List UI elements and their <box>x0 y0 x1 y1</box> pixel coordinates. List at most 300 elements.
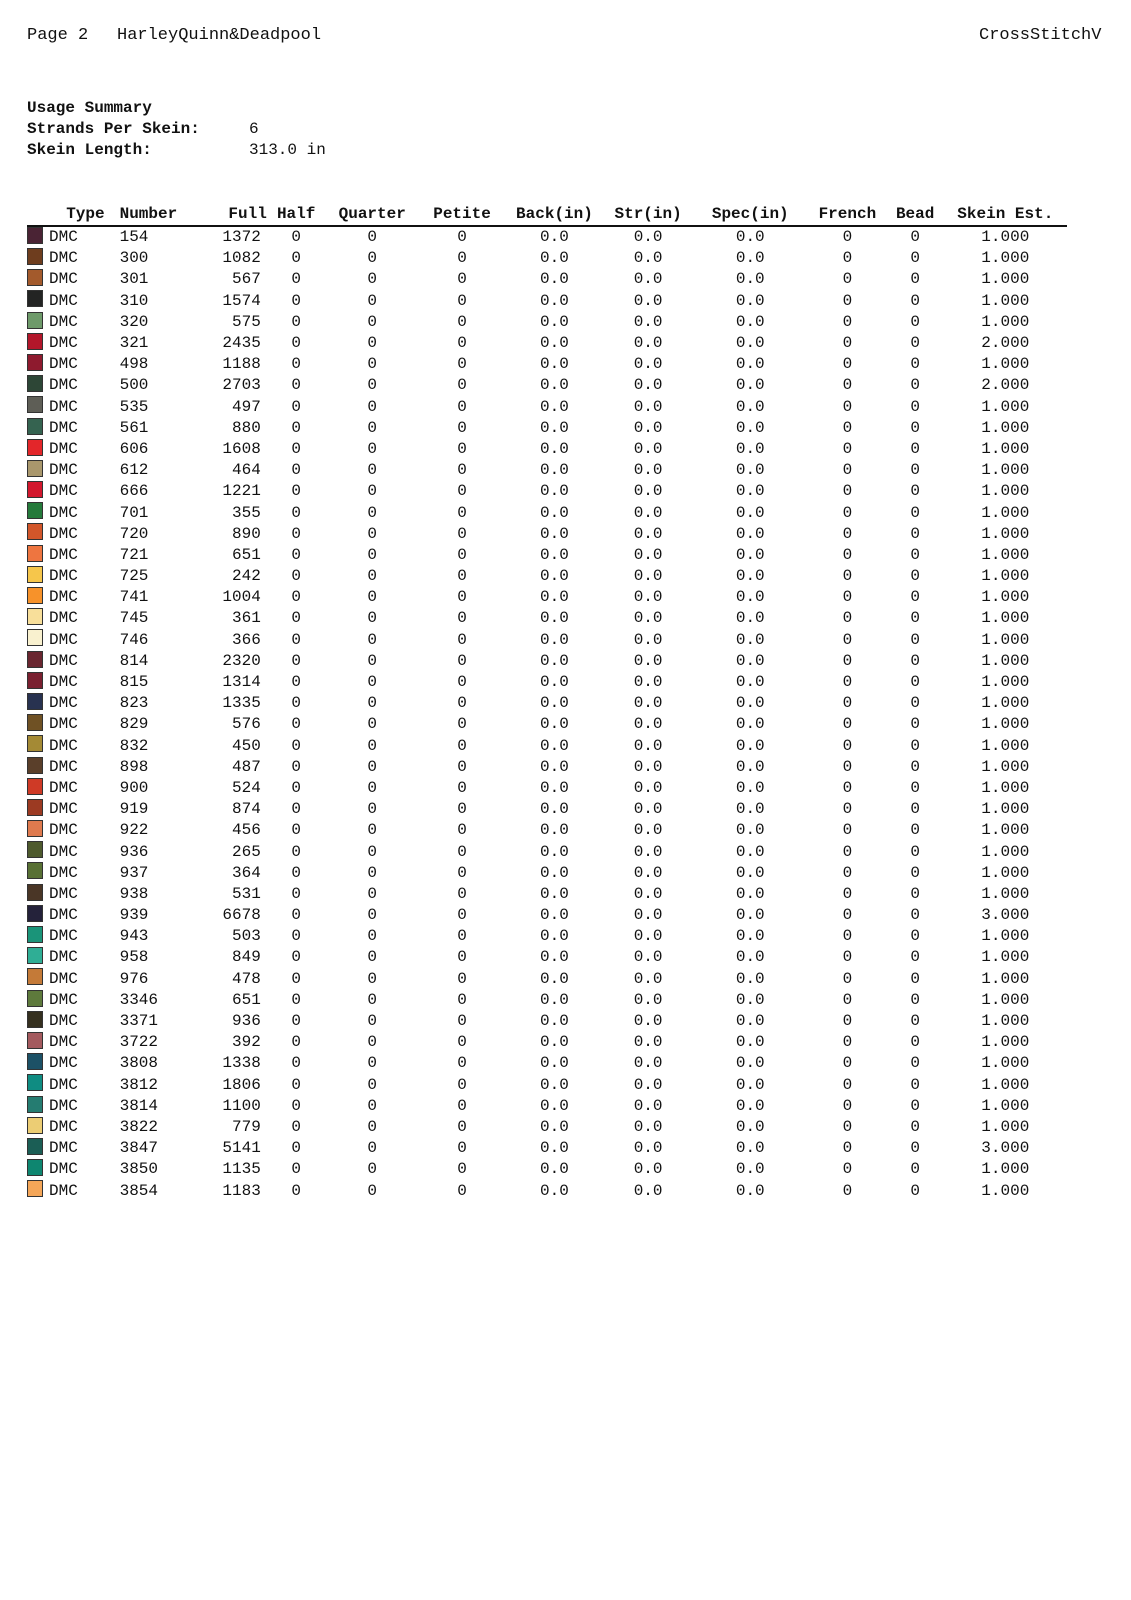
french-knots: 0 <box>842 778 853 797</box>
skein-estimate: 1.000 <box>981 439 1030 458</box>
half-stitches: 0 <box>291 418 301 437</box>
straight-length: 0.0 <box>633 334 663 353</box>
column-header-full: Full <box>191 203 267 226</box>
straight-length: 0.0 <box>633 884 663 903</box>
beads: 0 <box>910 1096 920 1115</box>
full-stitches: 576 <box>231 715 261 734</box>
thread-type <box>27 884 117 905</box>
petite-stitches: 0 <box>457 609 467 628</box>
french-knots: 0 <box>842 1054 853 1073</box>
strands-per-skein-row <box>27 119 259 140</box>
half-stitches: 0 <box>291 1096 301 1115</box>
table-row <box>27 990 1067 1011</box>
full-stitches: 2703 <box>222 376 261 395</box>
column-header-number: Number <box>117 203 191 226</box>
column-header-str: Str(in) <box>604 203 693 226</box>
thread-number: 561 <box>119 418 149 437</box>
petite-stitches: 0 <box>457 863 467 882</box>
petite-stitches: 0 <box>457 694 467 713</box>
petite-stitches: 0 <box>457 524 467 543</box>
half-stitches: 0 <box>291 588 301 607</box>
thread-type <box>27 312 117 333</box>
thread-number: 606 <box>119 439 149 458</box>
full-stitches: 1335 <box>222 694 261 713</box>
thread-number: 3850 <box>119 1160 158 1179</box>
thread-type <box>27 354 117 375</box>
color-swatch <box>27 990 43 1007</box>
thread-number: 154 <box>119 228 149 247</box>
thread-type-label: DMC <box>49 1075 78 1094</box>
thread-type-label: DMC <box>49 1160 78 1179</box>
table-row <box>27 947 1067 968</box>
half-stitches: 0 <box>291 694 301 713</box>
full-stitches: 265 <box>231 842 261 861</box>
column-header-french: French <box>808 203 887 226</box>
quarter-stitches: 0 <box>367 863 378 882</box>
color-swatch <box>27 629 43 646</box>
skein-estimate: 1.000 <box>981 1012 1030 1031</box>
petite-stitches: 0 <box>457 334 467 353</box>
petite-stitches: 0 <box>457 736 467 755</box>
french-knots: 0 <box>842 524 853 543</box>
petite-stitches: 0 <box>457 842 467 861</box>
specialty-length: 0.0 <box>735 588 765 607</box>
specialty-length: 0.0 <box>735 1012 765 1031</box>
backstitch-length: 0.0 <box>540 927 569 946</box>
quarter-stitches: 0 <box>367 1033 378 1052</box>
thread-number: 3854 <box>119 1181 158 1200</box>
quarter-stitches: 0 <box>367 694 378 713</box>
thread-number: 943 <box>119 927 149 946</box>
petite-stitches: 0 <box>457 249 467 268</box>
straight-length: 0.0 <box>633 821 663 840</box>
half-stitches: 0 <box>291 1054 301 1073</box>
thread-type <box>27 1075 117 1096</box>
thread-type-label: DMC <box>49 1181 78 1200</box>
petite-stitches: 0 <box>457 376 467 395</box>
usage-summary <box>27 98 326 161</box>
backstitch-length: 0.0 <box>540 1117 569 1136</box>
straight-length: 0.0 <box>633 1075 663 1094</box>
thread-number: 725 <box>119 567 149 586</box>
backstitch-length: 0.0 <box>540 291 569 310</box>
thread-type-label: DMC <box>49 461 78 480</box>
specialty-length: 0.0 <box>735 906 765 925</box>
half-stitches: 0 <box>291 1033 301 1052</box>
table-row <box>27 502 1067 523</box>
thread-type <box>27 502 117 523</box>
french-knots: 0 <box>842 1075 853 1094</box>
backstitch-length: 0.0 <box>540 567 569 586</box>
color-swatch <box>27 714 43 731</box>
table-row <box>27 587 1067 608</box>
thread-type <box>27 1053 117 1074</box>
beads: 0 <box>910 397 920 416</box>
thread-type-label: DMC <box>49 588 78 607</box>
table-row <box>27 481 1067 502</box>
thread-type-label: DMC <box>49 863 78 882</box>
thread-type-label: DMC <box>49 990 78 1009</box>
color-swatch <box>27 799 43 816</box>
thread-type-label: DMC <box>49 355 78 374</box>
full-stitches: 524 <box>231 778 261 797</box>
quarter-stitches: 0 <box>367 884 378 903</box>
skein-estimate: 1.000 <box>981 651 1030 670</box>
half-stitches: 0 <box>291 249 301 268</box>
thread-type-label: DMC <box>49 376 78 395</box>
straight-length: 0.0 <box>633 651 663 670</box>
specialty-length: 0.0 <box>735 228 765 247</box>
page-number: Page 2 <box>27 26 89 45</box>
half-stitches: 0 <box>291 567 301 586</box>
quarter-stitches: 0 <box>367 800 378 819</box>
thread-type-label: DMC <box>49 545 78 564</box>
table-row <box>27 312 1067 333</box>
specialty-length: 0.0 <box>735 800 765 819</box>
straight-length: 0.0 <box>633 757 663 776</box>
petite-stitches: 0 <box>457 1160 467 1179</box>
petite-stitches: 0 <box>457 418 467 437</box>
thread-number: 301 <box>119 270 149 289</box>
column-header-petite: Petite <box>419 203 505 226</box>
table-row <box>27 291 1067 312</box>
thread-type <box>27 291 117 312</box>
quarter-stitches: 0 <box>367 503 378 522</box>
quarter-stitches: 0 <box>367 1160 378 1179</box>
table-row <box>27 226 1067 248</box>
petite-stitches: 0 <box>457 1139 467 1158</box>
skein-estimate: 1.000 <box>981 545 1030 564</box>
thread-number: 3812 <box>119 1075 158 1094</box>
straight-length: 0.0 <box>633 969 663 988</box>
color-swatch <box>27 862 43 879</box>
quarter-stitches: 0 <box>367 482 378 501</box>
table-row <box>27 905 1067 926</box>
petite-stitches: 0 <box>457 1096 467 1115</box>
color-swatch <box>27 926 43 943</box>
thread-type-label: DMC <box>49 291 78 310</box>
half-stitches: 0 <box>291 291 301 310</box>
quarter-stitches: 0 <box>367 376 378 395</box>
quarter-stitches: 0 <box>367 439 378 458</box>
color-swatch <box>27 502 43 519</box>
color-swatch <box>27 545 43 562</box>
half-stitches: 0 <box>291 927 301 946</box>
quarter-stitches: 0 <box>367 757 378 776</box>
backstitch-length: 0.0 <box>540 906 569 925</box>
thread-type <box>27 905 117 926</box>
skein-estimate: 1.000 <box>981 842 1030 861</box>
french-knots: 0 <box>842 630 853 649</box>
quarter-stitches: 0 <box>367 461 378 480</box>
thread-number: 898 <box>119 757 149 776</box>
color-swatch <box>27 1011 43 1028</box>
beads: 0 <box>910 376 920 395</box>
straight-length: 0.0 <box>633 736 663 755</box>
thread-type <box>27 418 117 439</box>
table-row <box>27 1180 1067 1201</box>
straight-length: 0.0 <box>633 906 663 925</box>
color-swatch <box>27 672 43 689</box>
table-row <box>27 248 1067 269</box>
thread-number: 938 <box>119 884 149 903</box>
quarter-stitches: 0 <box>367 927 378 946</box>
thread-type <box>27 736 117 757</box>
table-row <box>27 439 1067 460</box>
french-knots: 0 <box>842 312 853 331</box>
skein-length-value: 313.0 in <box>249 141 326 159</box>
french-knots: 0 <box>842 948 853 967</box>
french-knots: 0 <box>842 355 853 374</box>
backstitch-length: 0.0 <box>540 545 569 564</box>
petite-stitches: 0 <box>457 312 467 331</box>
straight-length: 0.0 <box>633 715 663 734</box>
table-row <box>27 757 1067 778</box>
thread-type-label: DMC <box>49 969 78 988</box>
full-stitches: 361 <box>231 609 261 628</box>
color-swatch <box>27 1138 43 1155</box>
backstitch-length: 0.0 <box>540 778 569 797</box>
specialty-length: 0.0 <box>735 1139 765 1158</box>
backstitch-length: 0.0 <box>540 1160 569 1179</box>
skein-estimate: 1.000 <box>981 694 1030 713</box>
table-row <box>27 736 1067 757</box>
thread-number: 321 <box>119 334 149 353</box>
thread-number: 3346 <box>119 990 158 1009</box>
thread-type <box>27 820 117 841</box>
thread-number: 3822 <box>119 1117 158 1136</box>
backstitch-length: 0.0 <box>540 630 569 649</box>
thread-type-label: DMC <box>49 418 78 437</box>
french-knots: 0 <box>842 588 853 607</box>
full-stitches: 487 <box>231 757 261 776</box>
beads: 0 <box>910 567 920 586</box>
thread-number: 701 <box>119 503 149 522</box>
straight-length: 0.0 <box>633 228 663 247</box>
thread-number: 746 <box>119 630 149 649</box>
thread-type <box>27 397 117 418</box>
petite-stitches: 0 <box>457 228 467 247</box>
specialty-length: 0.0 <box>735 927 765 946</box>
thread-type-label: DMC <box>49 334 78 353</box>
specialty-length: 0.0 <box>735 842 765 861</box>
french-knots: 0 <box>842 1012 853 1031</box>
straight-length: 0.0 <box>633 1054 663 1073</box>
half-stitches: 0 <box>291 969 301 988</box>
backstitch-length: 0.0 <box>540 376 569 395</box>
full-stitches: 450 <box>231 736 261 755</box>
beads: 0 <box>910 651 920 670</box>
backstitch-length: 0.0 <box>540 1181 569 1200</box>
skein-estimate: 1.000 <box>981 630 1030 649</box>
petite-stitches: 0 <box>457 800 467 819</box>
thread-number: 832 <box>119 736 149 755</box>
table-row <box>27 545 1067 566</box>
table-row <box>27 820 1067 841</box>
quarter-stitches: 0 <box>367 355 378 374</box>
french-knots: 0 <box>842 1139 853 1158</box>
straight-length: 0.0 <box>633 524 663 543</box>
half-stitches: 0 <box>291 906 301 925</box>
full-stitches: 1188 <box>222 355 261 374</box>
straight-length: 0.0 <box>633 588 663 607</box>
beads: 0 <box>910 673 920 692</box>
quarter-stitches: 0 <box>367 567 378 586</box>
column-header-spec: Spec(in) <box>692 203 808 226</box>
thread-type-label: DMC <box>49 1139 78 1158</box>
straight-length: 0.0 <box>633 609 663 628</box>
quarter-stitches: 0 <box>367 1054 378 1073</box>
french-knots: 0 <box>842 821 853 840</box>
straight-length: 0.0 <box>633 312 663 331</box>
table-row <box>27 608 1067 629</box>
quarter-stitches: 0 <box>367 270 378 289</box>
quarter-stitches: 0 <box>367 736 378 755</box>
french-knots: 0 <box>842 1096 853 1115</box>
thread-type-label: DMC <box>49 1012 78 1031</box>
thread-type <box>27 1011 117 1032</box>
petite-stitches: 0 <box>457 651 467 670</box>
specialty-length: 0.0 <box>735 757 765 776</box>
thread-usage-table <box>27 203 1067 1202</box>
thread-type-label: DMC <box>49 439 78 458</box>
thread-type <box>27 693 117 714</box>
color-swatch <box>27 375 43 392</box>
petite-stitches: 0 <box>457 778 467 797</box>
french-knots: 0 <box>842 1033 853 1052</box>
straight-length: 0.0 <box>633 630 663 649</box>
thread-number: 815 <box>119 673 149 692</box>
backstitch-length: 0.0 <box>540 969 569 988</box>
color-swatch <box>27 1032 43 1049</box>
table-row <box>27 375 1067 396</box>
french-knots: 0 <box>842 418 853 437</box>
backstitch-length: 0.0 <box>540 1139 569 1158</box>
skein-estimate: 1.000 <box>981 355 1030 374</box>
straight-length: 0.0 <box>633 1012 663 1031</box>
beads: 0 <box>910 228 920 247</box>
skein-estimate: 1.000 <box>981 1096 1030 1115</box>
thread-type-label: DMC <box>49 228 78 247</box>
french-knots: 0 <box>842 1181 853 1200</box>
full-stitches: 2320 <box>222 651 261 670</box>
table-row <box>27 672 1067 693</box>
full-stitches: 464 <box>231 461 261 480</box>
thread-type <box>27 375 117 396</box>
thread-type <box>27 566 117 587</box>
straight-length: 0.0 <box>633 376 663 395</box>
column-header-skein-est: Skein Est. <box>944 203 1067 226</box>
beads: 0 <box>910 948 920 967</box>
specialty-length: 0.0 <box>735 1054 765 1073</box>
quarter-stitches: 0 <box>367 1117 378 1136</box>
thread-type-label: DMC <box>49 927 78 946</box>
quarter-stitches: 0 <box>367 715 378 734</box>
specialty-length: 0.0 <box>735 1096 765 1115</box>
thread-number: 814 <box>119 651 149 670</box>
quarter-stitches: 0 <box>367 418 378 437</box>
beads: 0 <box>910 969 920 988</box>
full-stitches: 1314 <box>222 673 261 692</box>
color-swatch <box>27 651 43 668</box>
half-stitches: 0 <box>291 651 301 670</box>
thread-number: 937 <box>119 863 149 882</box>
french-knots: 0 <box>842 884 853 903</box>
straight-length: 0.0 <box>633 439 663 458</box>
specialty-length: 0.0 <box>735 990 765 1009</box>
table-row <box>27 1138 1067 1159</box>
specialty-length: 0.0 <box>735 567 765 586</box>
french-knots: 0 <box>842 609 853 628</box>
specialty-length: 0.0 <box>735 503 765 522</box>
specialty-length: 0.0 <box>735 736 765 755</box>
quarter-stitches: 0 <box>367 1096 378 1115</box>
half-stitches: 0 <box>291 228 301 247</box>
color-swatch <box>27 396 43 413</box>
thread-number: 320 <box>119 312 149 331</box>
beads: 0 <box>910 1181 920 1200</box>
table-row <box>27 799 1067 820</box>
french-knots: 0 <box>842 863 853 882</box>
table-row <box>27 397 1067 418</box>
half-stitches: 0 <box>291 609 301 628</box>
skein-estimate: 1.000 <box>981 778 1030 797</box>
skein-estimate: 1.000 <box>981 1117 1030 1136</box>
skein-estimate: 1.000 <box>981 291 1030 310</box>
full-stitches: 1183 <box>222 1181 261 1200</box>
petite-stitches: 0 <box>457 715 467 734</box>
half-stitches: 0 <box>291 312 301 331</box>
table-row <box>27 269 1067 290</box>
thread-number: 498 <box>119 355 149 374</box>
backstitch-length: 0.0 <box>540 270 569 289</box>
french-knots: 0 <box>842 1160 853 1179</box>
skein-estimate: 3.000 <box>981 906 1030 925</box>
straight-length: 0.0 <box>633 1033 663 1052</box>
skein-estimate: 1.000 <box>981 397 1030 416</box>
half-stitches: 0 <box>291 757 301 776</box>
specialty-length: 0.0 <box>735 863 765 882</box>
half-stitches: 0 <box>291 334 301 353</box>
quarter-stitches: 0 <box>367 673 378 692</box>
thread-number: 919 <box>119 800 149 819</box>
specialty-length: 0.0 <box>735 948 765 967</box>
beads: 0 <box>910 503 920 522</box>
thread-number: 829 <box>119 715 149 734</box>
thread-type <box>27 757 117 778</box>
half-stitches: 0 <box>291 1012 301 1031</box>
half-stitches: 0 <box>291 524 301 543</box>
thread-number: 3808 <box>119 1054 158 1073</box>
full-stitches: 478 <box>231 969 261 988</box>
french-knots: 0 <box>842 567 853 586</box>
backstitch-length: 0.0 <box>540 842 569 861</box>
petite-stitches: 0 <box>457 1117 467 1136</box>
thread-type <box>27 841 117 862</box>
color-swatch <box>27 1180 43 1197</box>
petite-stitches: 0 <box>457 1181 467 1200</box>
beads: 0 <box>910 482 920 501</box>
thread-number: 3814 <box>119 1096 158 1115</box>
color-swatch <box>27 354 43 371</box>
backstitch-length: 0.0 <box>540 694 569 713</box>
straight-length: 0.0 <box>633 397 663 416</box>
color-swatch <box>27 778 43 795</box>
full-stitches: 1221 <box>222 482 261 501</box>
petite-stitches: 0 <box>457 630 467 649</box>
thread-type-label: DMC <box>49 503 78 522</box>
table-body <box>27 226 1067 1202</box>
